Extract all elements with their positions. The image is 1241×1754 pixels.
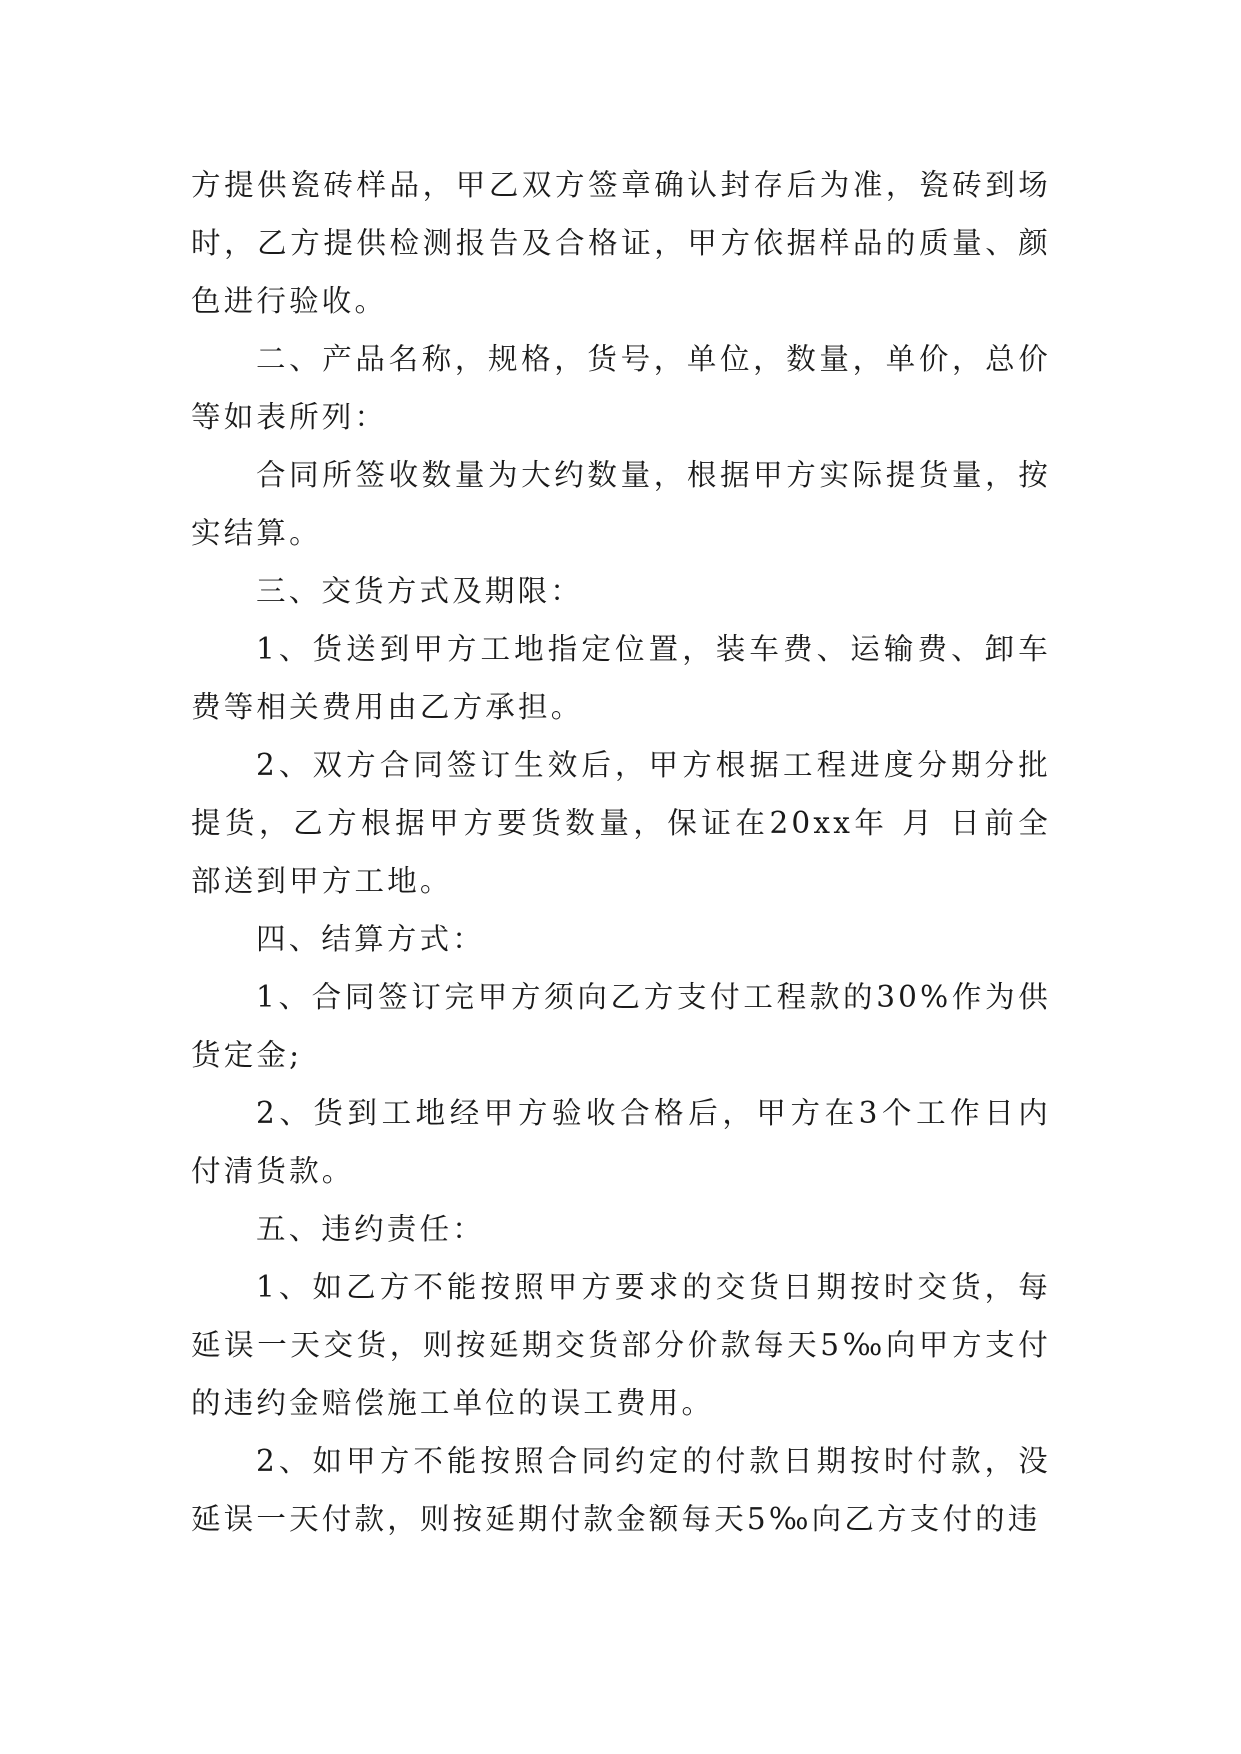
paragraph-quantity-settlement: 合同所签收数量为大约数量，根据甲方实际提货量，按实结算。 <box>191 458 1051 550</box>
paragraph-delivery-clause-1: 1、货送到甲方工地指定位置，装车费、运输费、卸车费等相关费用由乙方承担。 <box>191 632 1051 724</box>
paragraph-sample-acceptance: 方提供瓷砖样品，甲乙双方签章确认封存后为准，瓷砖到场时，乙方提供检测报告及合格证，甲方依据样品的质量、颜色进行验收。 <box>191 168 1051 318</box>
paragraph-section-3-heading: 三、交货方式及期限： <box>256 574 584 608</box>
paragraph-section-5-heading: 五、违约责任： <box>256 1212 485 1246</box>
paragraph-payment-clause-1: 1、合同签订完甲方须向乙方支付工程款的30%作为供货定金; <box>191 980 1051 1072</box>
paragraph-section-4-heading: 四、结算方式： <box>256 922 485 956</box>
paragraph-liability-clause-1: 1、如乙方不能按照甲方要求的交货日期按时交货，每延误一天交货，则按延期交货部分价款每天5‰向甲方支付的违约金赔偿施工单位的误工费用。 <box>191 1270 1051 1420</box>
paragraph-payment-clause-2: 2、货到工地经甲方验收合格后，甲方在3个工作日内付清货款。 <box>191 1096 1051 1188</box>
paragraph-liability-clause-2: 2、如甲方不能按照合同约定的付款日期按时付款，没延误一天付款，则按延期付款金额每天5‰向乙方支付的违 <box>191 1444 1051 1536</box>
paragraph-section-2-heading: 二、产品名称，规格，货号，单位，数量，单价，总价等如表所列： <box>191 342 1051 434</box>
document-body <box>191 156 1051 1548</box>
paragraph-delivery-clause-2: 2、双方合同签订生效后，甲方根据工程进度分期分批提货，乙方根据甲方要货数量，保证在20xx年 月 日前全部送到甲方工地。 <box>191 748 1051 898</box>
